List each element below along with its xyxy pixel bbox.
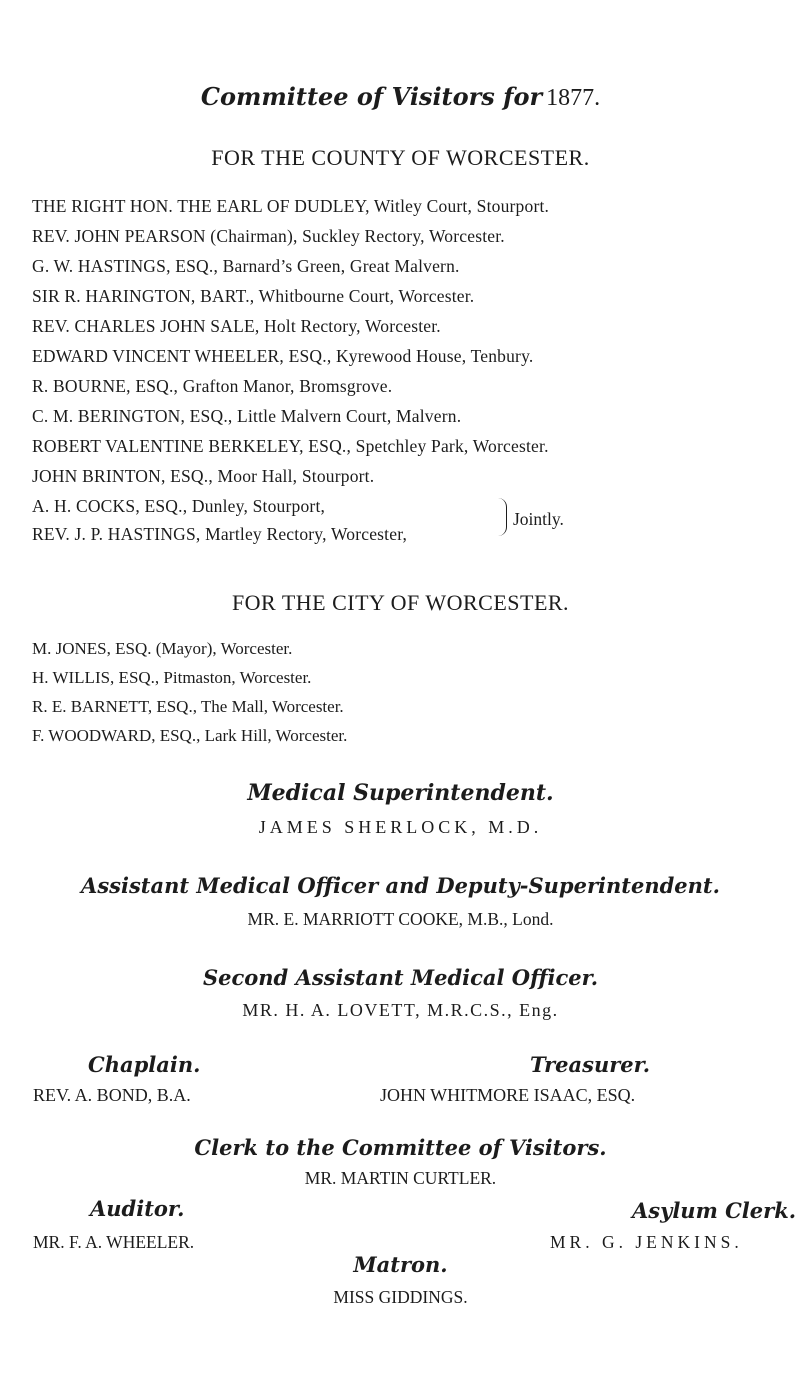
asylum-clerk-title: Asylum Clerk. bbox=[632, 1198, 797, 1223]
auditor-title: Auditor. bbox=[90, 1196, 185, 1221]
county-member: THE RIGHT HON. THE EARL OF DUDLEY, Witley Court, Stourport. bbox=[32, 196, 550, 216]
county-member: SIR R. HARINGTON, BART., Whitbourne Court, Worcester. bbox=[32, 286, 475, 306]
clerk-committee-name: MR. MARTIN CURTLER. bbox=[304, 1168, 497, 1188]
city-member: R. E. BARNETT, ESQ., The Mall, Worcester. bbox=[32, 697, 344, 716]
asylum-clerk-name: MR. G. JENKINS. bbox=[550, 1232, 743, 1252]
brace-divider bbox=[498, 498, 507, 536]
county-joint-member: A. H. COCKS, ESQ., Dunley, Stourport, bbox=[32, 496, 326, 516]
county-member: REV. CHARLES JOHN SALE, Holt Rectory, Worcester. bbox=[32, 316, 441, 336]
title-prefix: Committee of Visitors for bbox=[200, 82, 543, 111]
county-joint-member: REV. J. P. HASTINGS, Martley Rectory, Worcester, bbox=[32, 524, 408, 544]
county-member: R. BOURNE, ESQ., Grafton Manor, Bromsgrove. bbox=[32, 376, 393, 396]
city-member: H. WILLIS, ESQ., Pitmaston, Worcester. bbox=[32, 668, 312, 687]
treasurer-title: Treasurer. bbox=[530, 1052, 651, 1077]
county-member: ROBERT VALENTINE BERKELEY, ESQ., Spetchley Park, Worcester. bbox=[32, 436, 549, 456]
second-assistant-title: Second Assistant Medical Officer. bbox=[202, 965, 599, 990]
auditor-name: MR. F. A. WHEELER. bbox=[33, 1232, 195, 1252]
county-heading: FOR THE COUNTY OF WORCESTER. bbox=[211, 145, 590, 170]
assistant-medical-officer-title: Assistant Medical Officer and Deputy-Superintendent. bbox=[81, 873, 720, 898]
clerk-committee-title: Clerk to the Committee of Visitors. bbox=[194, 1135, 607, 1160]
city-heading: FOR THE CITY OF WORCESTER. bbox=[231, 590, 570, 615]
chaplain-name: REV. A. BOND, B.A. bbox=[33, 1085, 191, 1105]
title-year: 1877. bbox=[546, 85, 601, 111]
second-assistant-name: MR. H. A. LOVETT, M.R.C.S., Eng. bbox=[242, 1000, 559, 1020]
treasurer-name: JOHN WHITMORE ISAAC, ESQ. bbox=[380, 1085, 636, 1105]
county-member: JOHN BRINTON, ESQ., Moor Hall, Stourport. bbox=[32, 466, 375, 486]
jointly-note: Jointly. bbox=[513, 509, 564, 529]
county-member: EDWARD VINCENT WHEELER, ESQ., Kyrewood House, Tenbury. bbox=[32, 346, 534, 366]
medical-superintendent-title: Medical Superintendent. bbox=[247, 780, 554, 806]
matron-name: MISS GIDDINGS. bbox=[333, 1287, 468, 1307]
county-member: C. M. BERINGTON, ESQ., Little Malvern Court, Malvern. bbox=[32, 406, 462, 426]
matron-title: Matron. bbox=[353, 1252, 448, 1277]
city-member: M. JONES, ESQ. (Mayor), Worcester. bbox=[32, 639, 293, 658]
city-member: F. WOODWARD, ESQ., Lark Hill, Worcester. bbox=[32, 726, 348, 745]
county-member: REV. JOHN PEARSON (Chairman), Suckley Rectory, Worcester. bbox=[32, 226, 505, 246]
county-member: G. W. HASTINGS, ESQ., Barnard’s Green, Great Malvern. bbox=[32, 256, 460, 276]
page-title bbox=[0, 82, 801, 112]
medical-superintendent-name: JAMES SHERLOCK, M.D. bbox=[258, 817, 543, 837]
chaplain-title: Chaplain. bbox=[88, 1052, 201, 1077]
assistant-medical-officer-name: MR. E. MARRIOTT COOKE, M.B., Lond. bbox=[247, 909, 554, 929]
